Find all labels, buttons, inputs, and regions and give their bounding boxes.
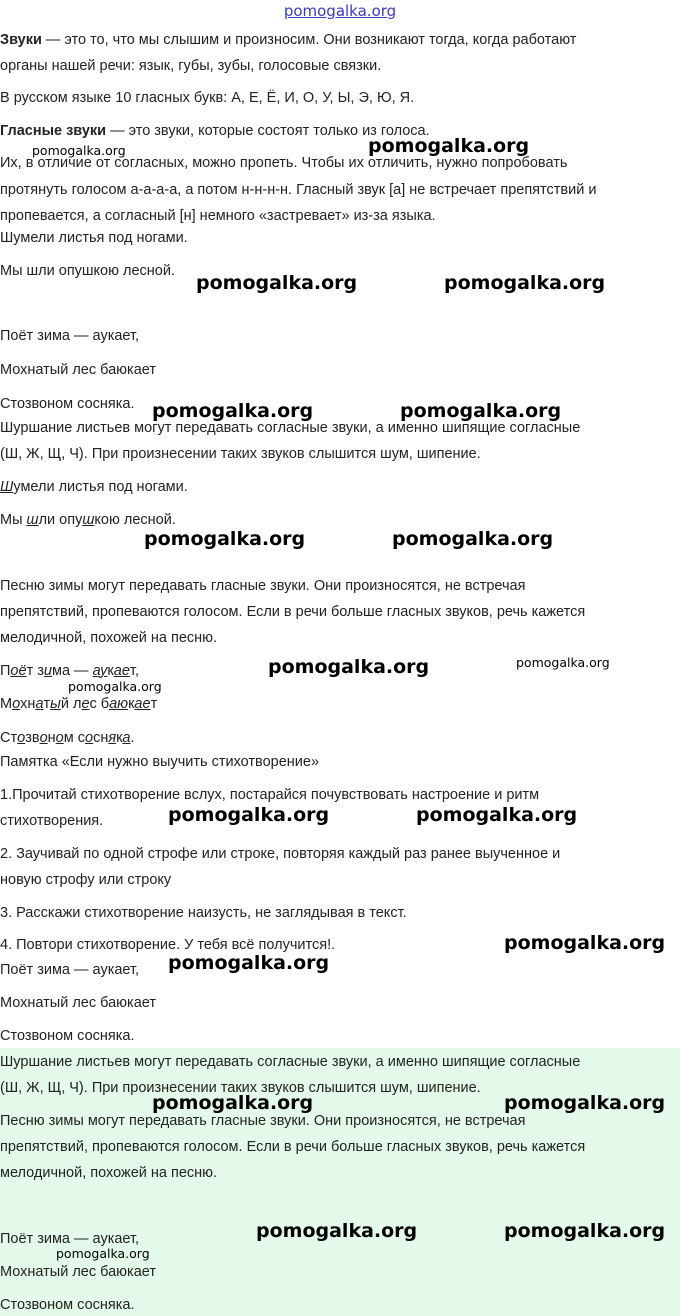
text-part: т з: [26, 663, 44, 679]
watermark: pomogalka.org: [504, 932, 666, 954]
green-vowels-line-1: Песню зимы могут передавать гласные звуки. Они произносятся, не встречая: [0, 1113, 526, 1129]
marked-vowel: е: [81, 696, 90, 712]
watermark: pomogalka.org: [256, 1220, 418, 1242]
watermark: pomogalka.org: [56, 1246, 150, 1261]
verse3-line-2: Мохнатый лес баюкает: [0, 995, 157, 1011]
vowels-song-line-3: мелодичной, похожей на песню.: [0, 630, 218, 646]
watermark: pomogalka.org: [416, 804, 578, 826]
marked-letter: ш: [26, 512, 39, 528]
memo-item-2-line-2: новую строфу или строку: [0, 872, 172, 888]
verse2-line-1: Поёт зима — аукает,: [0, 328, 140, 344]
consonants-line-2: (Ш, Ж, Щ, Ч). При произнесении таких звуков слышится шум, шипение.: [0, 446, 481, 462]
intro-line-1: [0, 30, 576, 50]
text-part: т: [43, 696, 51, 712]
watermark: pomogalka.org: [400, 400, 562, 422]
marked-vowel: е: [142, 696, 151, 712]
marked-vowel: а: [134, 696, 143, 712]
text-part: П: [0, 663, 11, 679]
watermark: pomogalka.org: [392, 528, 554, 550]
marked-vowel: а: [35, 696, 44, 712]
marked-vowel: о: [84, 730, 94, 746]
marked-vowel: о: [17, 730, 26, 746]
explain-line-1: Их, в отличие от согласных, можно пропеть. Чтобы их отличить, нужно попробовать: [0, 155, 568, 171]
green-consonants-line-2: (Ш, Ж, Щ, Ч). При произнесении таких звуков слышится шум, шипение.: [0, 1080, 481, 1096]
marked-vowel: а: [122, 730, 131, 746]
watermark: pomogalka.org: [268, 656, 430, 678]
watermark: pomogalka.org: [196, 272, 358, 294]
vowels-song-line-2: препятствий, пропеваются голосом. Если в речи больше гласных звуков, речь кажется: [0, 604, 586, 620]
green-verse-line-3: Стозвоном сосняка.: [0, 1297, 135, 1313]
text-part: хн: [20, 696, 36, 712]
green-vowels-line-2: препятствий, пропеваются голосом. Если в речи больше гласных звуков, речь кажется: [0, 1139, 586, 1155]
text-part: м с: [63, 730, 85, 746]
text-part: М: [0, 696, 13, 712]
watermark: pomogalka.org: [368, 135, 530, 157]
marked-verse1-line-1: [0, 477, 188, 497]
marked-verse1-line-2: [0, 510, 176, 530]
text-part: н: [47, 730, 56, 746]
text-part: с б: [89, 696, 110, 712]
watermark: pomogalka.org: [68, 679, 162, 694]
verse1-line-1: Шумели листья под ногами.: [0, 230, 188, 246]
watermark: pomogalka.org: [504, 1092, 666, 1114]
vowels-song-line-1: Песню зимы могут передавать гласные звуки. Они произносятся, не встречая: [0, 578, 526, 594]
verse2-line-2: Мохнатый лес баюкает: [0, 362, 157, 378]
marked-letter: Ш: [0, 479, 14, 495]
green-verse-line-1: Поёт зима — аукает,: [0, 1231, 140, 1247]
vowel-sounds-def: [0, 121, 430, 141]
marked-verse2-line-3: [0, 728, 135, 748]
term-sounds: Звуки: [0, 32, 42, 48]
memo-item-1-line-2: стихотворения.: [0, 813, 104, 829]
text-part: ли опу: [38, 512, 83, 528]
marked-vowel: у: [100, 663, 108, 679]
memo-item-1-line-1: 1.Прочитай стихотворение вслух, постарайся почувствовать настроение и ритм: [0, 787, 540, 803]
marked-vowel: ы: [50, 696, 61, 712]
marked-vowel: а: [113, 663, 122, 679]
consonants-line-1: Шуршание листьев могут передавать согласные звуки, а именно шипящие согласные: [0, 420, 581, 436]
watermark: pomogalka.org: [152, 400, 314, 422]
intro-line-2: органы нашей речи: язык, губы, зубы, голосовые связки.: [0, 58, 382, 74]
text-part: к: [107, 663, 114, 679]
marked-vowel: аю: [109, 696, 129, 712]
marked-letter: ш: [82, 512, 95, 528]
text-part: Ст: [0, 730, 18, 746]
text-part: к: [116, 730, 123, 746]
text-part: ма —: [51, 663, 93, 679]
marked-vowel: о: [55, 730, 64, 746]
watermark: pomogalka.org: [168, 804, 330, 826]
watermark: pomogalka.org: [444, 272, 606, 294]
text-part: зв: [25, 730, 40, 746]
green-vowels-line-3: мелодичной, похожей на песню.: [0, 1165, 218, 1181]
text-part: т,: [129, 663, 139, 679]
marked-verse2-line-1: [0, 661, 139, 681]
explain-line-3: пропевается, а согласный [н] немного «застревает» из-за языка.: [0, 208, 436, 224]
watermark: pomogalka.org: [152, 1092, 314, 1114]
marked-vowel: е: [121, 663, 130, 679]
marked-vowel: я: [108, 730, 117, 746]
text-part: кою лесной.: [94, 512, 176, 528]
watermark: pomogalka.org: [32, 143, 126, 158]
verse1-line-2: Мы шли опушкою лесной.: [0, 263, 175, 279]
verse3-line-3: Стозвоном сосняка.: [0, 1028, 135, 1044]
text-part: сн: [93, 730, 109, 746]
marked-vowel: о: [39, 730, 48, 746]
marked-vowel: оё: [10, 663, 27, 679]
text-part: й л: [60, 696, 82, 712]
marked-vowel: и: [43, 663, 52, 679]
text-part: Мы: [0, 512, 27, 528]
memo-title: Памятка «Если нужно выучить стихотворение»: [0, 754, 320, 770]
def-text: — это звуки, которые состоят только из голоса.: [106, 123, 430, 139]
explain-line-2: протянуть голосом а-а-а-а, а потом н-н-н-н. Гласный звук [а] не встречает препятствий и: [0, 182, 597, 198]
watermark: pomogalka.org: [516, 655, 610, 670]
text-part: к: [128, 696, 135, 712]
text-part: умели листья под ногами.: [13, 479, 188, 495]
watermark: pomogalka.org: [504, 1220, 666, 1242]
verse2-line-3: Стозвоном сосняка.: [0, 396, 135, 412]
term-vowels: Гласные звуки: [0, 123, 107, 139]
memo-item-3: 3. Расскажи стихотворение наизусть, не заглядывая в текст.: [0, 905, 407, 921]
watermark: pomogalka.org: [168, 952, 330, 974]
green-consonants-line-1: Шуршание листьев могут передавать согласные звуки, а именно шипящие согласные: [0, 1054, 581, 1070]
verse3-line-1: Поёт зима — аукает,: [0, 962, 140, 978]
memo-item-2-line-1: 2. Заучивай по одной строфе или строке, повторяя каждый раз ранее выученное и: [0, 846, 561, 862]
intro-text: — это то, что мы слышим и произносим. Они возникают тогда, когда работают: [41, 32, 577, 48]
marked-vowel: о: [12, 696, 21, 712]
vowel-letters-line: В русском языке 10 гласных букв: А, Е, Ё, И, О, У, Ы, Э, Ю, Я.: [0, 90, 415, 106]
marked-verse2-line-2: [0, 694, 157, 714]
memo-item-4: 4. Повтори стихотворение. У тебя всё получится!.: [0, 937, 336, 953]
marked-vowel: а: [92, 663, 101, 679]
watermark: pomogalka.org: [144, 528, 306, 550]
text-part: .: [130, 730, 135, 746]
text-part: т: [150, 696, 158, 712]
green-verse-line-2: Мохнатый лес баюкает: [0, 1264, 157, 1280]
site-link[interactable]: pomogalka.org: [283, 2, 397, 20]
